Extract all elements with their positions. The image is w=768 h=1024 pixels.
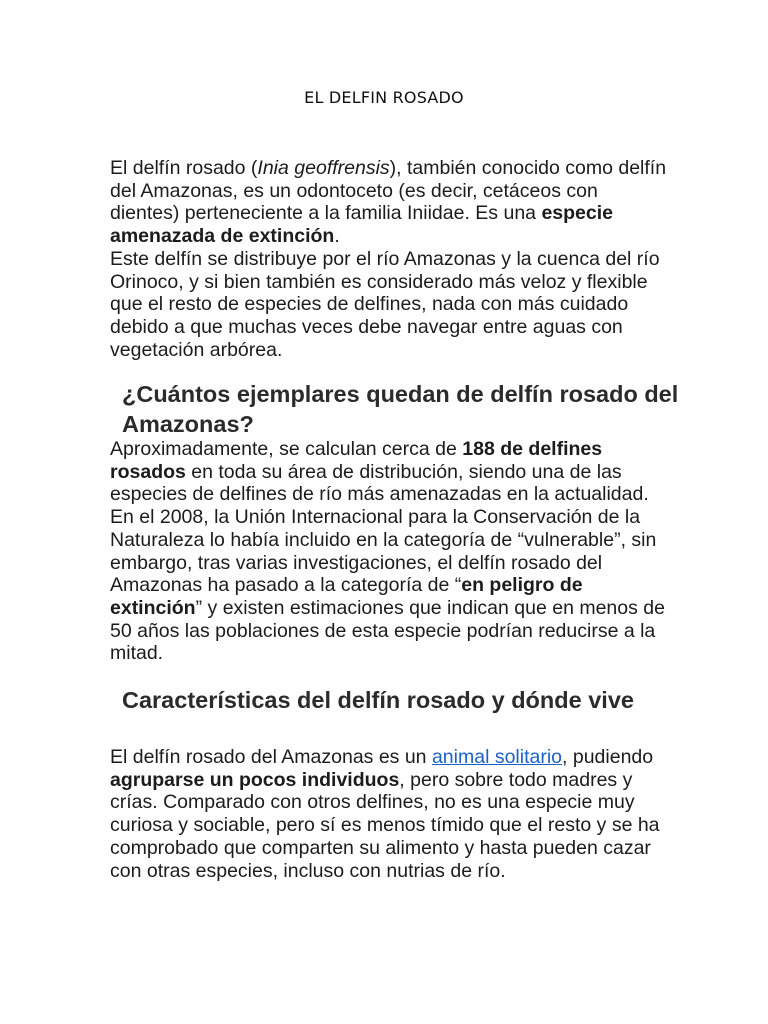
- section2-paragraph-1: [110, 746, 670, 882]
- section-heading-ejemplares: ¿Cuántos ejemplares quedan de delfín rosado del Amazonas?: [122, 381, 679, 437]
- text-run: .: [334, 225, 340, 248]
- text-run: Aproximadamente, se calculan cerca de: [110, 438, 463, 460]
- text-run: , pudiendo: [562, 746, 654, 768]
- bold-phrase: en peligro de extinción: [110, 574, 583, 619]
- section1-block: [110, 438, 670, 665]
- bold-phrase: 188 de delfines rosados: [110, 438, 603, 483]
- text-run: ), también conocido como delfín del Amazonas, es un odontoceto (es decir, cetáceos con dientes) perteneciente a la familia Iniidae. Es una: [110, 157, 667, 225]
- text-run: ” y existen estimaciones que indican que en menos de 50 años las poblaciones de esta especie podrían reducirse a la mitad.: [110, 596, 665, 665]
- bold-phrase: especie amenazada de extinción: [110, 202, 613, 248]
- document-title: EL DELFIN ROSADO: [304, 88, 464, 107]
- section1-paragraph-1: [110, 438, 670, 506]
- intro-block: [110, 157, 670, 361]
- animal-solitario-link[interactable]: animal solitario: [431, 746, 563, 768]
- text-run: en toda su área de distribución, siendo una de las especies de delfines de río más amenazadas en la actualidad.: [110, 460, 649, 506]
- scientific-name: Inia geoffrensis: [257, 157, 390, 179]
- text-run: , pero sobre todo madres y crías. Comparado con otros delfines, no es una especie muy curiosa y sociable, pero sí es menos tímido que el resto y se ha comprobado que comparten su alimento y hasta pueden cazar con otras especies, incluso con nutrias de río.: [110, 768, 660, 882]
- text-run: El delfín rosado (: [110, 157, 258, 179]
- intro-paragraph-2: Este delfín se distribuye por el río Amazonas y la cuenca del río Orinoco, y si bien también es considerado más veloz y flexible que el resto de especies de delfines, nada con más cuidado debido a que muchas veces debe navegar entre aguas con vegetación arbórea.: [110, 247, 660, 361]
- section-heading-caracteristicas: Características del delfín rosado y dónde vive: [122, 687, 634, 713]
- intro-paragraph-1: [110, 157, 670, 248]
- bold-phrase: agruparse un pocos individuos: [110, 768, 400, 791]
- text-run: El delfín rosado del Amazonas es un: [110, 746, 432, 768]
- section2-block: [110, 746, 670, 882]
- section1-paragraph-2: [110, 506, 670, 665]
- text-run: En el 2008, la Unión Internacional para la Conservación de la Naturaleza lo había incluido en la categoría de “vulnerable”, sin embargo, tras varias investigaciones, el delfín rosado del Amazonas ha pasado a la categoría de “: [110, 506, 657, 597]
